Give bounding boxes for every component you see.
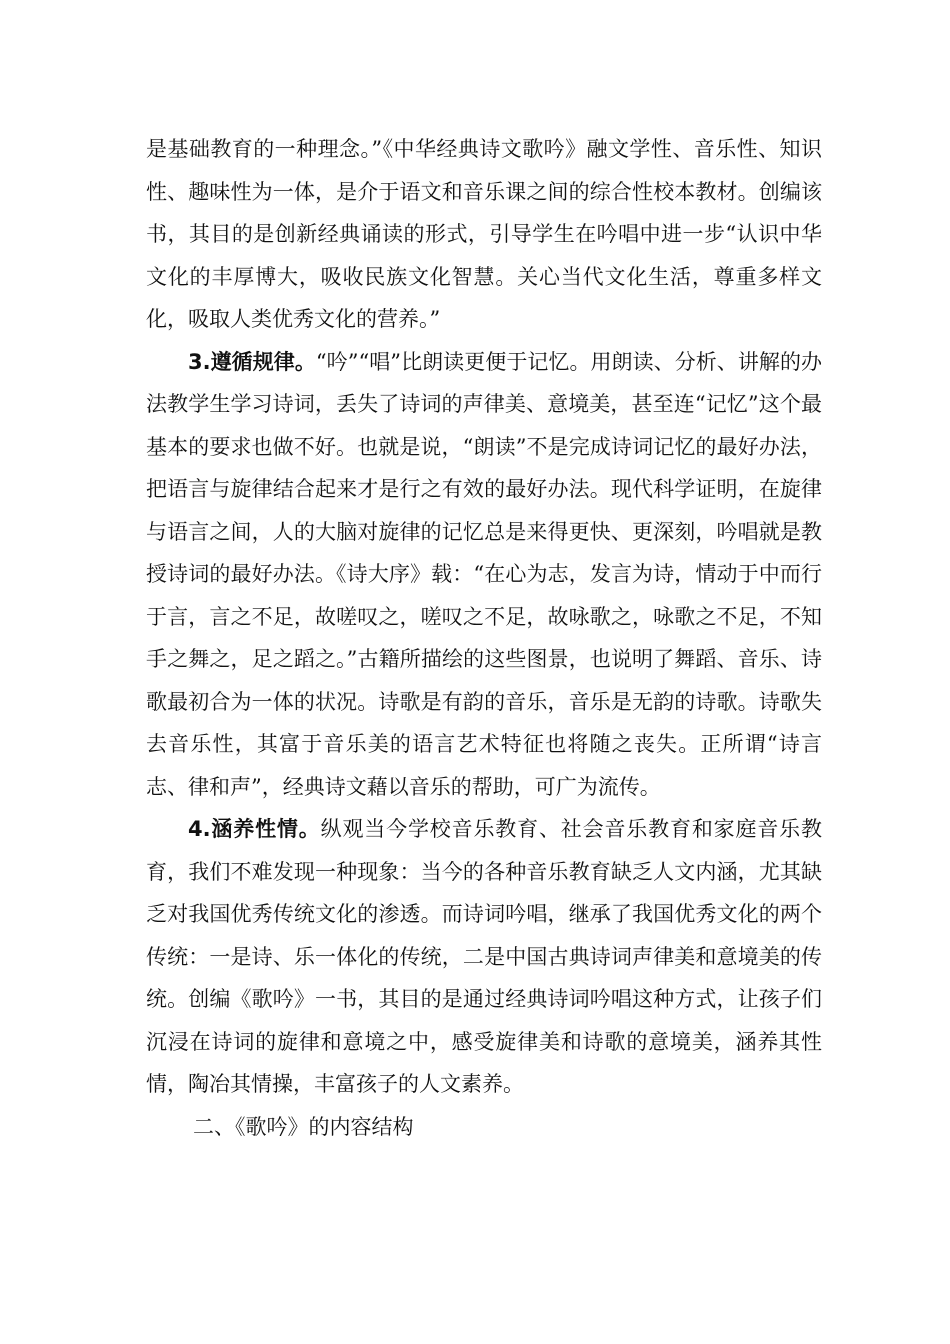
paragraph-nurture-temperament: [146, 808, 822, 1106]
paragraph-text: 纵观当今学校音乐教育、社会音乐教育和家庭音乐教育，我们不难发现一种现象：当今的各种音乐教育缺乏人文内涵，尤其缺乏对我国优秀传统文化的渗透。而诗词吟唱，继承了我国优秀文化的两个传统：一是诗、乐一体化的传统，二是中国古典诗词声律美和意境美的传统。创编《歌吟》一书，其目的是通过经典诗词吟唱这种方式，让孩子们沉浸在诗词的旋律和意境之中，感受旋律美和诗歌的意境美，涵养其性情，陶冶其情操，丰富孩子的人文素养。: [146, 817, 822, 1096]
paragraph-text: 是基础教育的一种理念。”《中华经典诗文歌吟》融文学性、音乐性、知识性、趣味性为一体，是介于语文和音乐课之间的综合性校本教材。创编该书，其目的是创新经典诵读的形式，引导学生在吟唱中进一步“认识中华文化的丰厚博大，吸收民族文化智慧。关心当代文化生活，尊重多样文化，吸取人类优秀文化的营养。”: [146, 137, 822, 331]
paragraph-follow-rules: [146, 341, 822, 809]
paragraph-continuation: [146, 128, 822, 341]
document-body: [146, 128, 822, 1148]
paragraph-lead-heading: 3.遵循规律。: [188, 349, 316, 374]
paragraph-lead-heading: 4.涵养性情。: [188, 817, 321, 841]
paragraph-text: “吟”“唱”比朗读更便于记忆。用朗读、分析、讲解的办法教学生学习诗词，丢失了诗词的声律美、意境美，甚至连“记忆”这个最基本的要求也做不好。也就是说，“朗读”不是完成诗词记忆的最好办法，把语言与旋律结合起来才是行之有效的最好办法。现代科学证明，在旋律与语言之间，人的大脑对旋律的记忆总是来得更快、更深刻，吟唱就是教授诗词的最好办法。《诗大序》载：“在心为志，发言为诗，情动于中而行于言，言之不足，故嗟叹之，嗟叹之不足，故咏歌之，咏歌之不足，不知手之舞之，足之蹈之。”古籍所描绘的这些图景，也说明了舞蹈、音乐、诗歌最初合为一体的状况。诗歌是有韵的音乐，音乐是无韵的诗歌。诗歌失去音乐性，其富于音乐美的语言艺术特征也将随之丧失。正所谓“诗言志、律和声”，经典诗文藉以音乐的帮助，可广为流传。: [146, 349, 822, 799]
section-heading: 二、《歌吟》的内容结构: [193, 1114, 414, 1139]
